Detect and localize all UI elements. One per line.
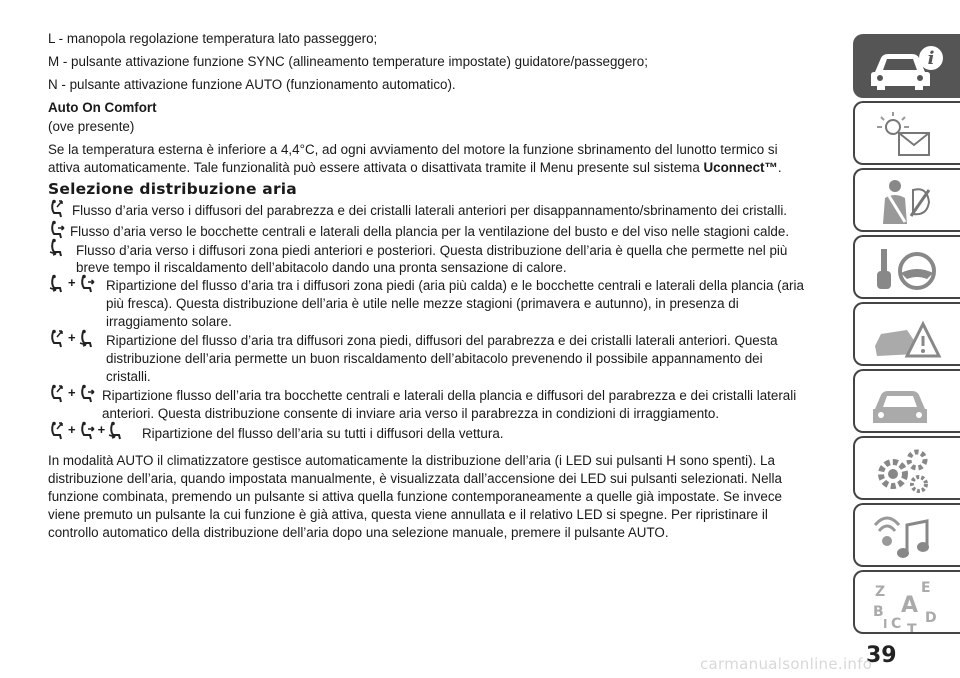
auto-mode-line-3: funzione combinata, premendo un pulsante si attiva quella funzione contemporaneamente a quelle già impostate. Se invece	[48, 489, 782, 504]
face-airflow-icon	[48, 220, 66, 240]
auto-on-subtitle: (ove presente)	[48, 119, 135, 134]
auto-mode-line-5: controllo automatico della distribuzione dell’aria dopo una selezione manuale, premere il pulsante AUTO.	[48, 525, 669, 540]
tab-getting-to-know-car[interactable]	[853, 34, 960, 98]
distribution-item-7: Ripartizione del flusso dell’aria su tutti i diffusori della vettura.	[142, 426, 504, 441]
svg-text:T: T	[907, 622, 917, 634]
car-accident-warning-icon	[867, 310, 947, 364]
auto-mode-line-1: In modalità AUTO il climatizzatore gestisce automaticamente la distribuzione dell’aria (i LED sui pulsanti H sono spenti). La	[48, 453, 775, 468]
tab-technical-specifications[interactable]	[853, 436, 960, 500]
plus-sign: +	[97, 422, 106, 437]
page-number: 39	[866, 643, 897, 668]
tab-index[interactable]	[853, 570, 960, 634]
distribution-item-5-line-1: Ripartizione del flusso d’aria tra diffusori zona piedi, diffusori del parabrezza e dei cristalli laterali anteriori. Questa	[106, 333, 778, 348]
svg-text:D: D	[925, 610, 937, 626]
list-item-n: N - pulsante attivazione funzione AUTO (funzionamento automatico).	[48, 77, 456, 92]
key-steering-wheel-icon	[867, 243, 947, 297]
svg-text:A: A	[901, 593, 919, 618]
uconnect-label: Uconnect™	[703, 160, 778, 175]
svg-text:I: I	[883, 617, 888, 631]
distribution-item-6-line-1: Ripartizione flusso dell’aria tra bocchette centrali e laterali della plancia e diffusori del parabrezza e dei cristalli laterali	[102, 388, 797, 403]
plus-sign: +	[68, 385, 76, 400]
tab-servicing[interactable]	[853, 369, 960, 433]
svg-text:E: E	[921, 580, 931, 596]
windshield-plus-feet-airflow-icon	[48, 329, 96, 349]
car-info-icon	[867, 42, 947, 96]
distribution-item-3-line-2: breve tempo il riscaldamento dell’abitacolo dando una pronta sensazione di calore.	[76, 260, 567, 275]
distribution-item-4-line-3: irraggiamento solare.	[106, 314, 232, 329]
feet-plus-face-airflow-icon	[48, 274, 96, 294]
section-title: Selezione distribuzione aria	[48, 180, 297, 198]
svg-text:Z: Z	[875, 584, 886, 600]
distribution-item-4-line-1: Ripartizione del flusso d’aria tra i diffusori zona piedi (aria più calda) e le bocchette centrali e laterali della plancia (aria	[106, 278, 804, 293]
feet-airflow-icon	[48, 238, 66, 258]
distribution-item-2: Flusso d’aria verso le bocchette centrali e laterali della plancia per la ventilazione del busto e del viso nelle stagioni calde.	[70, 224, 790, 239]
watermark: carmanualsonline.info	[700, 655, 873, 673]
plus-sign: +	[68, 422, 76, 437]
alphabetical-index-icon	[867, 578, 947, 634]
auto-on-paragraph-line-1: Se la temperatura esterna è inferiore a 4,4°C, ad ogni avviamento del motore la funzione sbrinamento del lunotto termico si	[48, 142, 778, 157]
distribution-item-5-line-2: distribuzione dell’aria permette un buon riscaldamento dell’abitacolo prevenendo il possibile appannamento dei	[106, 351, 763, 366]
gears-icon	[867, 444, 947, 498]
plus-sign: +	[68, 275, 76, 290]
auto-mode-line-4: viene premuto un pulsante la cui funzione è già attiva, questa viene annullata e il relativo LED si spegne. Per ripristinare il	[48, 507, 768, 522]
svg-text:C: C	[891, 616, 902, 632]
distribution-item-5-line-3: cristalli.	[106, 369, 151, 384]
tab-safety[interactable]	[853, 168, 960, 232]
distribution-item-4-line-2: più fresca). Questa distribuzione dell’aria è utile nelle mezze stagioni (primavera e autunno), in presenza di	[106, 296, 739, 311]
distribution-item-3-line-1: Flusso d’aria verso i diffusori zona piedi anteriori e posteriori. Questa distribuzione dell’aria è quella che permette nel più	[76, 243, 788, 258]
auto-mode-line-2: distribuzione dell’aria, quando impostata manualmente, è visualizzata dall’accensione dei LED sui pulsanti selezionati. Nella	[48, 471, 782, 486]
tab-starting-driving[interactable]	[853, 235, 960, 299]
distribution-item-6-line-2: anteriori. Questa distribuzione consente di inviare aria verso il parabrezza in condizioni di irraggiamento.	[102, 406, 720, 421]
windshield-plus-face-airflow-icon	[48, 384, 96, 404]
plus-sign: +	[68, 330, 76, 345]
tab-multimedia[interactable]	[853, 503, 960, 567]
seatbelt-airbag-icon	[867, 176, 947, 230]
warning-lights-message-icon	[867, 109, 947, 163]
windshield-airflow-icon	[48, 199, 66, 219]
distribution-item-1: Flusso d’aria verso i diffusori del parabrezza e dei cristalli laterali anteriori per disappannamento/sbrinamento dei cristalli.	[72, 203, 788, 218]
tab-warning-lights[interactable]	[853, 101, 960, 165]
auto-on-paragraph-line-2: attiva automaticamente. Tale funzionalità può essere attivata o disattivata tramite il Menu presente sul sistema Uconnect™.	[48, 160, 782, 175]
auto-on-title: Auto On Comfort	[48, 100, 157, 115]
tab-emergency[interactable]	[853, 302, 960, 366]
svg-text:i: i	[927, 48, 935, 69]
list-item-m: M - pulsante attivazione funzione SYNC (allineamento temperature impostate) guidatore/passeggero;	[48, 54, 648, 69]
svg-text:B: B	[873, 604, 884, 620]
all-vents-airflow-icon	[48, 421, 125, 441]
list-item-l: L - manopola regolazione temperatura lato passeggero;	[48, 31, 378, 46]
multimedia-music-icon	[867, 511, 947, 565]
car-service-icon	[867, 377, 947, 431]
